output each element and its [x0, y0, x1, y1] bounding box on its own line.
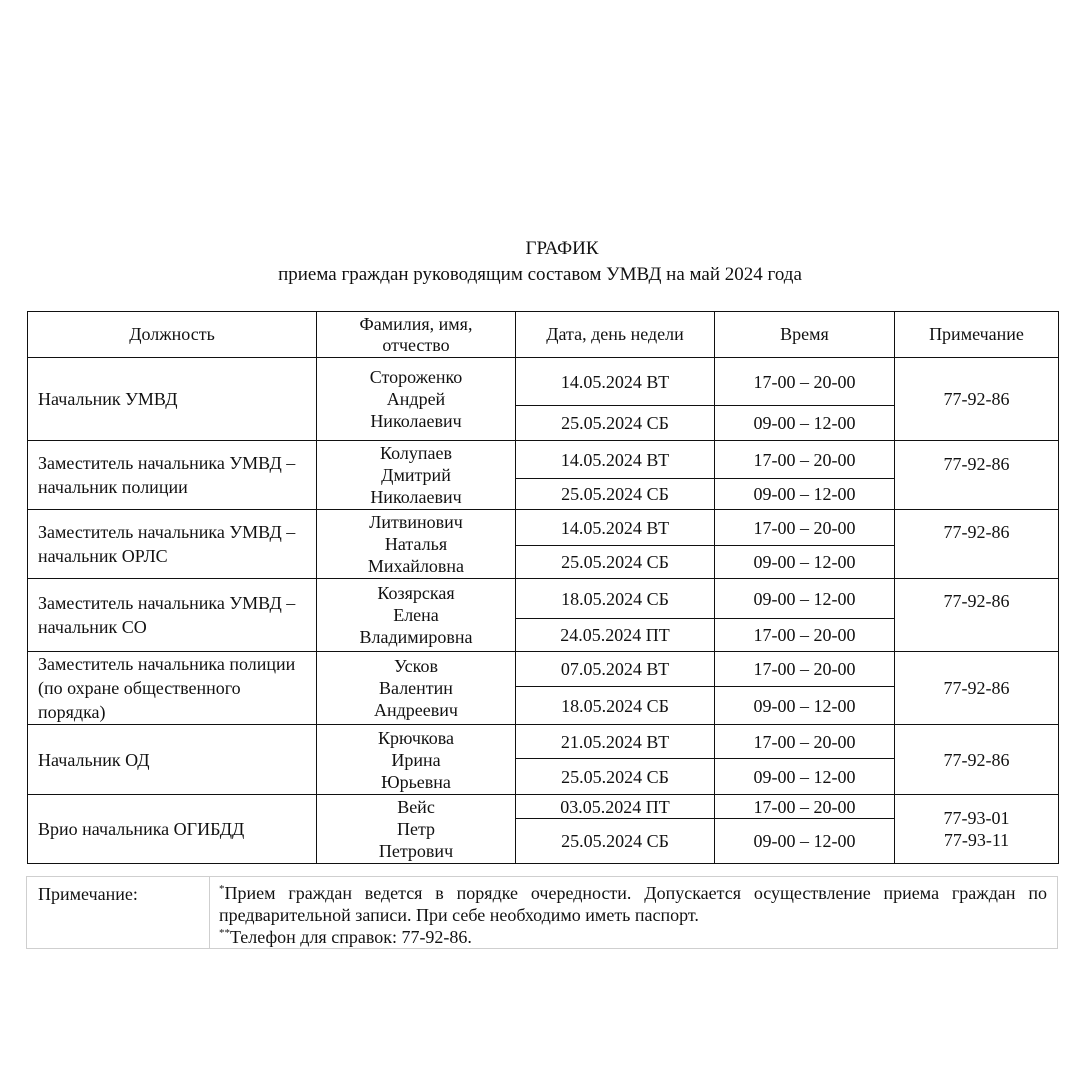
time-cell: 17-00 – 20-00: [715, 652, 895, 687]
time-cell: 09-00 – 12-00: [715, 759, 895, 795]
table-row: [28, 441, 1059, 479]
note-cell: [895, 510, 1059, 579]
name-first: Дмитрий: [381, 465, 451, 485]
header-row: [28, 312, 1059, 358]
phone-number: 77-92-86: [943, 454, 1010, 474]
position-cell: Заместитель начальника УМВД – начальник полиции: [28, 441, 317, 510]
name-cell: [317, 510, 516, 579]
name-first: Ирина: [391, 749, 441, 770]
table-row: [28, 795, 1059, 819]
name-cell: [317, 725, 516, 795]
date-cell: 14.05.2024 ВТ: [516, 510, 715, 546]
time-cell: 09-00 – 12-00: [715, 479, 895, 510]
phone-number: 77-92-86: [943, 678, 1010, 698]
name-patronymic: Юрьевна: [381, 771, 451, 792]
name-patronymic: Владимировна: [359, 627, 473, 647]
header-note: Примечание: [895, 312, 1059, 358]
name-cell: [317, 358, 516, 441]
note-line-2: [219, 926, 1047, 948]
note-text-1: Прием граждан ведется в порядке очередности. Допускается осуществление приема граждан по предварительной записи. При себе необходимо иметь паспорт.: [219, 883, 1047, 925]
time-cell: 17-00 – 20-00: [715, 441, 895, 479]
name-first: Андрей: [386, 389, 446, 409]
phone-number: 77-92-86: [943, 749, 1010, 770]
time-cell: 17-00 – 20-00: [715, 358, 895, 406]
notes-divider: [209, 877, 210, 948]
time-cell: 17-00 – 20-00: [715, 510, 895, 546]
date-cell: 25.05.2024 СБ: [516, 479, 715, 510]
phone-number: 77-92-86: [943, 522, 1010, 542]
note-marker-2: **: [219, 927, 230, 939]
name-cell: [317, 795, 516, 864]
position-cell: Заместитель начальника полиции (по охране общественного порядка): [28, 652, 317, 725]
time-cell: 09-00 – 12-00: [715, 546, 895, 579]
table-row: [28, 725, 1059, 759]
notes-box: [26, 876, 1058, 949]
schedule-table: [27, 311, 1059, 864]
notes-text: [219, 882, 1047, 948]
table-row: [28, 579, 1059, 619]
table-row: [28, 510, 1059, 546]
name-patronymic: Николаевич: [370, 411, 462, 431]
position-cell: Заместитель начальника УМВД – начальник ОРЛС: [28, 510, 317, 579]
header-name: [317, 312, 516, 358]
name-surname: Литвинович: [369, 512, 463, 532]
name-cell: [317, 652, 516, 725]
date-cell: 25.05.2024 СБ: [516, 819, 715, 864]
date-cell: 14.05.2024 ВТ: [516, 358, 715, 406]
name-first: Елена: [393, 605, 439, 625]
table-row: [28, 358, 1059, 406]
note-cell: [895, 652, 1059, 725]
name-patronymic: Михайловна: [367, 556, 465, 576]
document-subtitle: приема граждан руководящим составом УМВД на май 2024 года: [278, 264, 802, 285]
name-patronymic: Петрович: [378, 841, 454, 861]
note-text-2: Телефон для справок: 77-92-86.: [230, 927, 472, 947]
header-position: Должность: [28, 312, 317, 358]
note-cell: [895, 441, 1059, 510]
date-cell: 03.05.2024 ПТ: [516, 795, 715, 819]
name-first: Наталья: [384, 534, 448, 554]
name-cell: [317, 441, 516, 510]
position-cell: Заместитель начальника УМВД – начальник СО: [28, 579, 317, 652]
note-cell: [895, 579, 1059, 652]
time-cell: 17-00 – 20-00: [715, 725, 895, 759]
phone-number: 77-93-11: [943, 830, 1010, 850]
name-surname: Усков: [394, 656, 438, 676]
name-patronymic: Николаевич: [370, 487, 462, 507]
date-cell: 21.05.2024 ВТ: [516, 725, 715, 759]
date-cell: 25.05.2024 СБ: [516, 406, 715, 441]
table-row: [28, 652, 1059, 687]
note-marker-1: *: [219, 883, 225, 895]
header-date: Дата, день недели: [516, 312, 715, 358]
position-cell: Начальник УМВД: [28, 358, 317, 441]
phone-number: 77-93-01: [943, 808, 1010, 828]
position-cell: Врио начальника ОГИБДД: [28, 795, 317, 864]
phone-number: 77-92-86: [943, 389, 1010, 409]
name-first: Валентин: [379, 678, 453, 698]
note-cell: [895, 795, 1059, 864]
name-surname: Крючкова: [378, 727, 454, 748]
name-surname: Козярская: [377, 583, 455, 603]
date-cell: 07.05.2024 ВТ: [516, 652, 715, 687]
phone-number: 77-92-86: [943, 591, 1010, 611]
name-surname: Стороженко: [369, 367, 463, 387]
note-line-1: [219, 882, 1047, 926]
document-title: ГРАФИК: [525, 238, 599, 259]
time-cell: 17-00 – 20-00: [715, 619, 895, 652]
time-cell: 09-00 – 12-00: [715, 819, 895, 864]
time-cell: 17-00 – 20-00: [715, 795, 895, 819]
notes-label: Примечание:: [38, 884, 138, 904]
header-name-text: Фамилия, имя, отчество: [359, 313, 473, 355]
time-cell: 09-00 – 12-00: [715, 406, 895, 441]
position-cell: Начальник ОД: [28, 725, 317, 795]
date-cell: 24.05.2024 ПТ: [516, 619, 715, 652]
time-cell: 09-00 – 12-00: [715, 687, 895, 725]
time-cell: 09-00 – 12-00: [715, 579, 895, 619]
note-cell: [895, 725, 1059, 795]
name-surname: Колупаев: [380, 443, 452, 463]
name-surname: Вейс: [397, 797, 435, 817]
name-patronymic: Андреевич: [374, 700, 458, 720]
document-title-block: [0, 236, 1080, 288]
date-cell: 25.05.2024 СБ: [516, 546, 715, 579]
name-cell: [317, 579, 516, 652]
date-cell: 18.05.2024 СБ: [516, 687, 715, 725]
date-cell: 25.05.2024 СБ: [516, 759, 715, 795]
name-first: Петр: [396, 819, 436, 839]
note-cell: [895, 358, 1059, 441]
date-cell: 14.05.2024 ВТ: [516, 441, 715, 479]
date-cell: 18.05.2024 СБ: [516, 579, 715, 619]
header-time: Время: [715, 312, 895, 358]
